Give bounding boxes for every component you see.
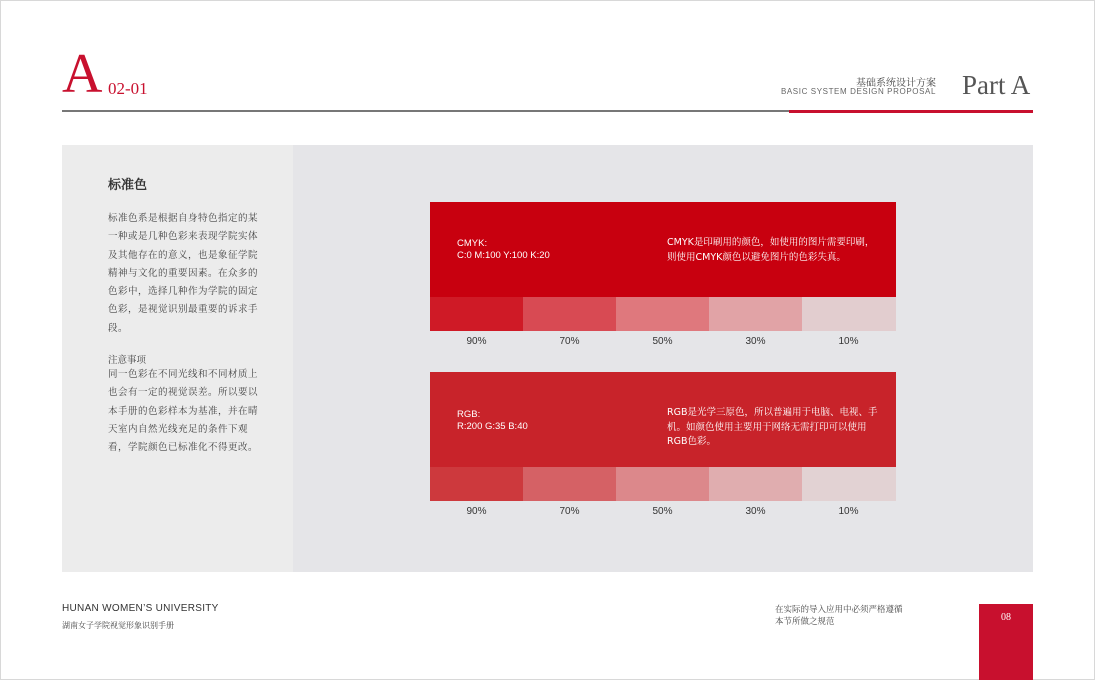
- rgb-tint-90: [430, 467, 523, 501]
- rgb-tint-label-30: 30%: [745, 506, 766, 517]
- cmyk-label-title: CMYK:: [457, 238, 488, 249]
- cmyk-tint-70: [523, 297, 616, 331]
- header-title-en: BASIC SYSTEM DESIGN PROPOSAL: [780, 87, 936, 96]
- cmyk-tint-label-90: 90%: [466, 336, 487, 347]
- section-code: 02-01: [108, 79, 148, 98]
- header-rule-red: [789, 110, 1033, 113]
- cmyk-tint-10: [802, 297, 896, 331]
- footer-note-line1: 在实际的导入应用中必须严格遵循: [775, 605, 903, 615]
- rgb-description: RGB是光学三原色，所以普遍用于电脑、电视、手机。如颜色使用主要用于网络无需打印可以使用RGB色彩。: [667, 407, 878, 447]
- cmyk-tint-label-70: 70%: [559, 336, 580, 347]
- rgb-label-title: RGB:: [457, 409, 481, 420]
- rgb-tint-label-10: 10%: [838, 506, 859, 517]
- cmyk-tint-50: [616, 297, 709, 331]
- cmyk-description: CMYK是印刷用的颜色，如使用的图片需要印刷，则使用CMYK颜色以避免图片的色彩失真。: [667, 237, 875, 263]
- rgb-tint-label-90: 90%: [466, 506, 487, 517]
- header-title-cn: 基础系统设计方案: [856, 78, 936, 89]
- cmyk-tint-label-50: 50%: [652, 336, 673, 347]
- cmyk-tint-label-10: 10%: [838, 336, 859, 347]
- rgb-tint-50: [616, 467, 709, 501]
- footer-note: [775, 604, 945, 628]
- panel-title: 标准色: [108, 178, 148, 193]
- header-rule-gray: [62, 110, 789, 112]
- rgb-label-values: R:200 G:35 B:40: [457, 421, 528, 432]
- cmyk-label: [457, 238, 550, 262]
- rgb-tint-70: [523, 467, 616, 501]
- section-letter: A: [62, 43, 103, 105]
- rgb-tint-label-50: 50%: [652, 506, 673, 517]
- rgb-tint-30: [709, 467, 802, 501]
- page-number: 08: [1001, 612, 1011, 623]
- cmyk-label-values: C:0 M:100 Y:100 K:20: [457, 250, 550, 261]
- rgb-tint-10: [802, 467, 896, 501]
- cmyk-tint-label-30: 30%: [745, 336, 766, 347]
- note-text: 同一色彩在不同光线和不同材质上也会有一定的视觉误差。所以要以本手册的色彩样本为基准，并在晴天室内自然光线充足的条件下观看，学院颜色已标准化不得更改。: [108, 369, 259, 454]
- rgb-tint-label-70: 70%: [559, 506, 580, 517]
- rgb-label: [457, 409, 528, 433]
- cmyk-tint-90: [430, 297, 523, 331]
- note-title: 注意事项: [108, 355, 147, 366]
- footer-note-line2: 本节所做之规范: [775, 617, 835, 627]
- footer-school-cn: 湖南女子学院视觉形象识别手册: [62, 621, 174, 630]
- part-label: Part A: [962, 70, 1031, 100]
- footer-school-en: HUNAN WOMEN’S UNIVERSITY: [62, 603, 219, 614]
- description-text: 标准色系是根据自身特色指定的某一种或是几种色彩来表现学院实体及其他存在的意义，也是象征学院精神与文化的重要因素。在众多的色彩中，选择几种作为学院的固定色彩，是视觉识别最重要的诉求手段。: [108, 213, 259, 334]
- cmyk-tint-30: [709, 297, 802, 331]
